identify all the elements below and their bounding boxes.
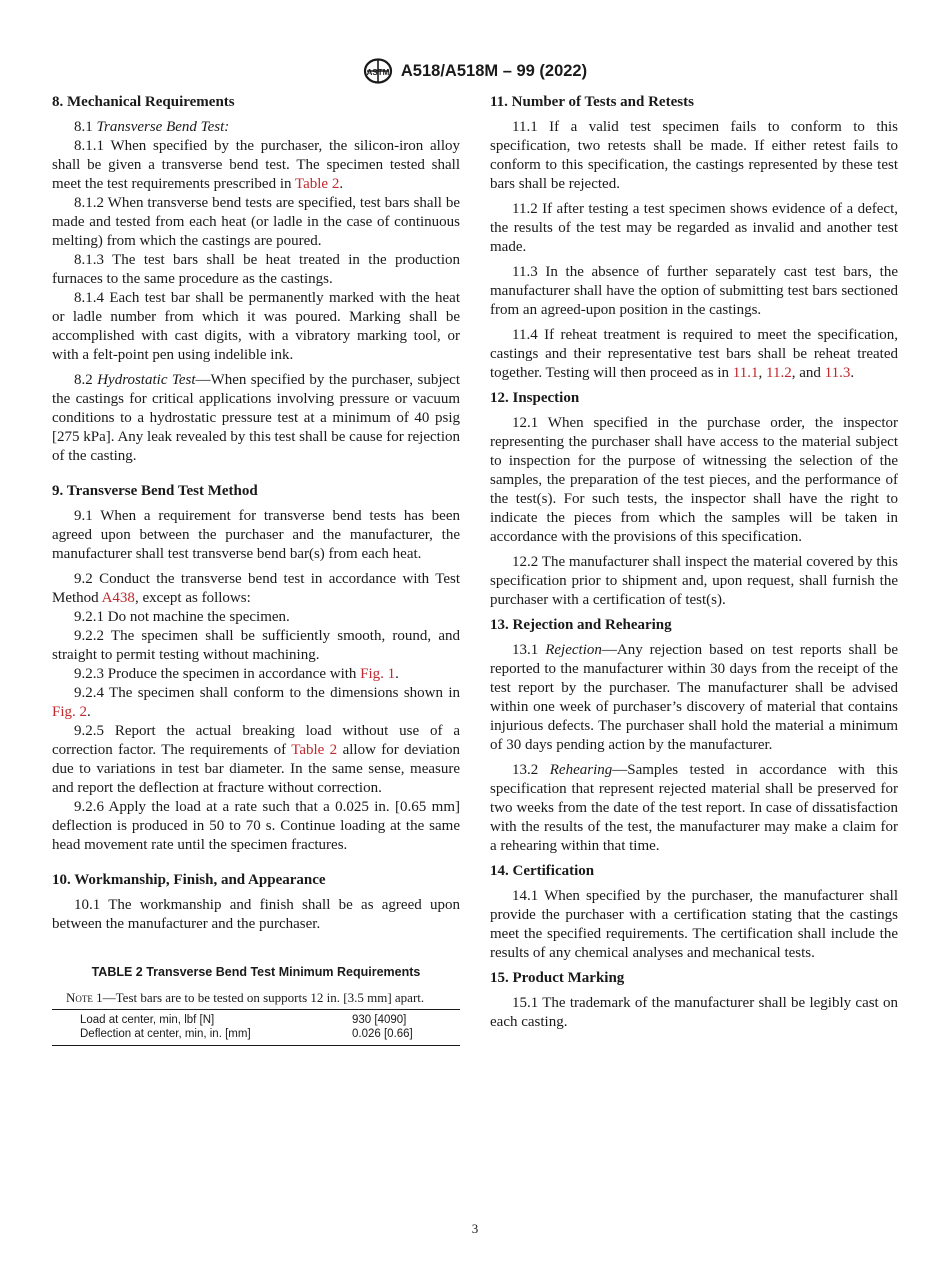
table-cell-value: 0.026 [0.66] [352, 1028, 413, 1040]
para-11-4-text: 11.4 If reheat treatment is required to meet the specification, castings and their representative test bars shall be reheat treated together. Testing will then proceed as in [490, 327, 898, 381]
para-9-2-4-end: . [87, 704, 91, 720]
section-heading-11: 11. Number of Tests and Retests [490, 94, 694, 110]
ref-sep-2: , and [791, 365, 825, 381]
para-8-1-1-end: . [339, 176, 344, 192]
section-heading-15: 15. Product Marking [490, 970, 625, 986]
para-9-2-4 [52, 684, 460, 722]
para-13-1-title: Rejection [545, 642, 602, 658]
para-13-2-body: —Samples tested in accordance with this specification that represent rejected material shall be preserved for two weeks from the date of the test report. In case of dissatisfaction with the results of the test, the manufacturer may make a claim for a rehearing within that time. [490, 762, 898, 854]
logo-text: ASTM [366, 68, 390, 77]
right-column [490, 93, 898, 1032]
para-12-2: 12.2 The manufacturer shall inspect the material covered by this specification prior to shipment and, upon request, shall furnish the purchaser with a certification of test(s). [490, 554, 898, 608]
fig-1-link[interactable]: Fig. 1 [360, 666, 396, 682]
left-column [52, 93, 460, 1046]
table-2-link[interactable]: Table 2 [294, 176, 340, 192]
table-row [52, 1027, 460, 1046]
para-9-2-text: 9.2 Conduct the transverse bend test in accordance with Test Method [52, 571, 460, 606]
ref-11-1-link[interactable]: 11.1 [732, 365, 759, 381]
page-header [0, 58, 950, 84]
astm-logo-icon [363, 58, 393, 84]
para-11-4-end: . [850, 365, 855, 381]
para-13-2 [490, 761, 898, 856]
table-row [52, 1010, 460, 1028]
para-8-1-2: 8.1.2 When transverse bend tests are specified, test bars shall be made and tested from each heat (or ladle in the case of continuous melting) from which the castings are poured. [52, 195, 460, 249]
para-8-2-title: Hydrostatic Test [97, 372, 196, 388]
para-8-1-4: 8.1.4 Each test bar shall be permanently marked with the heat or ladle number from which it was poured. Marking shall be accomplished with cast digits, with a vibratory marking tool, or with a felt-point pen using indelible ink. [52, 290, 460, 363]
para-9-2-5-text: 9.2.5 Report the actual breaking load without use of a correction factor. The requirements of [52, 723, 460, 758]
fig-2-link[interactable]: Fig. 2 [52, 704, 88, 720]
para-9-2-2: 9.2.2 The specimen shall be sufficiently smooth, round, and straight to permit testing without machining. [52, 628, 460, 663]
table-cell-label: Deflection at center, min, in. [mm] [80, 1028, 251, 1040]
section-heading-12: 12. Inspection [490, 390, 580, 406]
para-8-1-1-text: 8.1.1 When specified by the purchaser, the silicon-iron alloy shall be given a transverse bend test. The specimen tested shall meet the test requirements prescribed in [52, 138, 460, 192]
para-14-1: 14.1 When specified by the purchaser, the manufacturer shall provide the purchaser with a certification stating that the castings meet the specified requirements. The certification shall include the results of any chemical analyses and mechanical tests. [490, 888, 898, 961]
para-9-2-end: , except as follows: [134, 590, 251, 606]
para-8-2-num: 8.2 [74, 372, 93, 388]
para-15-1: 15.1 The trademark of the manufacturer shall be legibly cast on each casting. [490, 995, 898, 1030]
para-8-1-num: 8.1 [74, 119, 93, 135]
para-10-1: 10.1 The workmanship and finish shall be as agreed upon between the manufacturer and the purchaser. [52, 897, 460, 932]
para-9-2-6: 9.2.6 Apply the load at a rate such that a 0.025 in. [0.65 mm] deflection is produced in 50 to 70 s. Continue loading at the same head movement rate until the specimen fractures. [52, 799, 460, 853]
table-2-note [52, 990, 460, 1006]
section-heading-8: 8. Mechanical Requirements [52, 94, 235, 110]
standard-designation: A518/A518M – 99 (2022) [400, 61, 588, 80]
table-2-link-2[interactable]: Table 2 [291, 742, 338, 758]
page-number: 3 [471, 1221, 479, 1236]
table-cell-label: Load at center, min, lbf [N] [80, 1014, 215, 1026]
para-11-3: 11.3 In the absence of further separately cast test bars, the manufacturer shall have the option of submitting test bars sectioned from an agreed-upon position in the castings. [490, 264, 898, 318]
table-2-title: TABLE 2 Transverse Bend Test Minimum Requirements [91, 965, 421, 979]
para-9-2-3 [52, 665, 460, 684]
ref-11-2-link[interactable]: 11.2 [766, 365, 792, 381]
section-heading-14: 14. Certification [490, 863, 595, 879]
para-9-2-5-rest: allow for deviation due to variations in test bar diameter. In the same sense, measure and report the deflection at fracture without correction. [52, 742, 460, 796]
ref-11-3-link[interactable]: 11.3 [824, 365, 851, 381]
para-13-1-body: —Any rejection based on test reports shall be reported to the manufacturer within 30 days from the receipt of the test report by the purchaser. The manufacturer shall be advised within one week of purchaser’s discovery of material that contains injurious defects. The purchaser shall hold the material a minimum of 30 days pending action by the manufacturer. [490, 642, 898, 753]
para-13-2-title: Rehearing [549, 762, 613, 778]
section-heading-13: 13. Rejection and Rehearing [490, 617, 672, 633]
para-9-2 [52, 570, 460, 608]
table-2-grid [52, 1009, 460, 1046]
section-heading-10: 10. Workmanship, Finish, and Appearance [52, 872, 326, 888]
ref-sep-1: , [758, 365, 766, 381]
table-2 [52, 964, 460, 1046]
para-9-2-5 [52, 722, 460, 798]
a438-link[interactable]: A438 [101, 590, 135, 606]
para-11-1: 11.1 If a valid test specimen fails to conform to this specification, two retests shall be made. If either retest fails to conform to this specification, the castings represented by these test bars shall be rejected. [490, 119, 898, 192]
para-8-2-body: —When specified by the purchaser, subject the castings for critical applications involving pressure or vacuum conditions to a hydrostatic pressure test at a minimum of 40 psig [275 kPa]. Any leak revealed by this test shall be cause for rejection of the casting. [52, 372, 460, 464]
para-9-1: 9.1 When a requirement for transverse bend tests has been agreed upon between the purchaser and the manufacturer, the manufacturer shall test transverse bend bar(s) from each heat. [52, 508, 460, 562]
para-13-1-num: 13.1 [512, 642, 539, 658]
para-9-2-3-text: 9.2.3 Produce the specimen in accordance with [74, 666, 361, 682]
para-12-1: 12.1 When specified in the purchase order, the inspector representing the purchaser shall have access to the material subject to inspection for the purpose of witnessing the selection of the samples, the preparation of the test pieces, and the performance of the test(s). For such tests, the inspector shall have the right to indicate the pieces from which the samples will be taken in accordance with the provisions of this specification. [490, 415, 898, 545]
para-8-1-3: 8.1.3 The test bars shall be heat treated in the production furnaces to the same procedure as the castings. [52, 252, 460, 287]
para-8-1 [52, 118, 460, 137]
para-11-4 [490, 326, 898, 383]
para-11-2: 11.2 If after testing a test specimen shows evidence of a defect, the results of the test may be regarded as invalid and another test made. [490, 201, 898, 255]
table-2-note-label: Note 1 [66, 990, 103, 1005]
table-2-note-text: —Test bars are to be tested on supports 12 in. [3.5 mm] apart. [102, 990, 425, 1005]
table-cell-value: 930 [4090] [352, 1014, 407, 1026]
para-13-2-num: 13.2 [512, 762, 539, 778]
section-heading-9: 9. Transverse Bend Test Method [52, 483, 258, 499]
para-8-2 [52, 371, 460, 466]
para-13-1 [490, 641, 898, 755]
para-9-2-4-text: 9.2.4 The specimen shall conform to the dimensions shown in [74, 685, 460, 701]
para-8-1-1 [52, 137, 460, 194]
para-8-1-title: Transverse Bend Test: [96, 119, 230, 135]
para-9-2-1: 9.2.1 Do not machine the specimen. [74, 609, 290, 625]
para-9-2-3-end: . [395, 666, 399, 682]
